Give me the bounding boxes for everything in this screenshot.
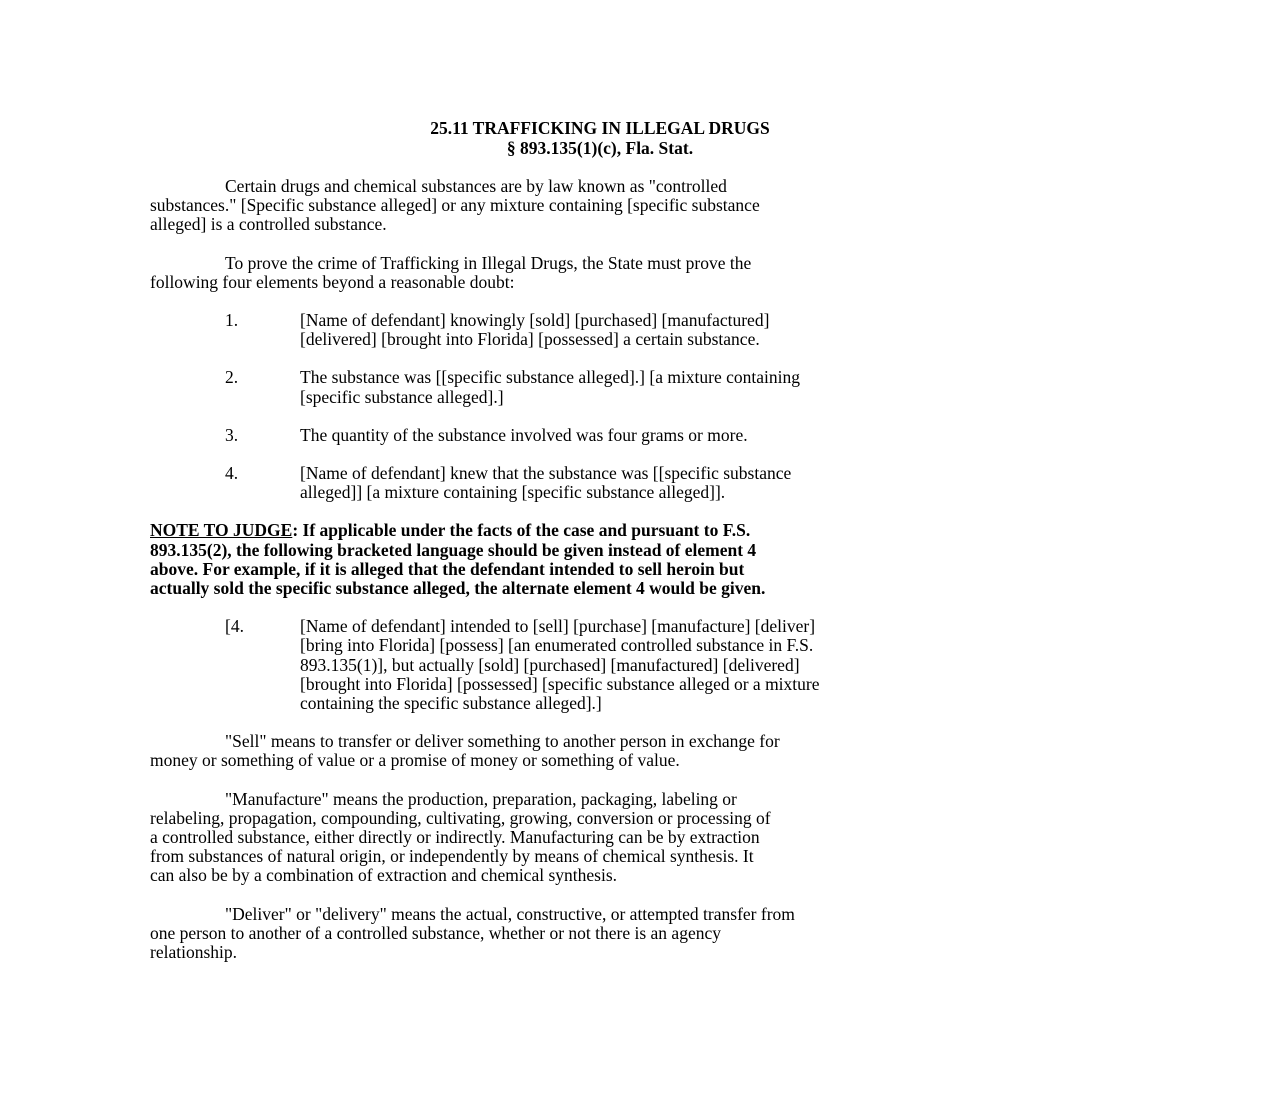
prove-line: To prove the crime of Trafficking in Illegal Drugs, the State must prove the [225, 252, 752, 273]
manufacture-line: "Manufacture" means the production, preparation, packaging, labeling or [225, 788, 737, 809]
alternate-element-line: containing the specific substance alleged].] [300, 693, 602, 714]
note-line: actually sold the specific substance alleged, the alternate element 4 would be given. [150, 578, 766, 599]
statute-citation: § 893.135(1)(c), Fla. Stat. [506, 138, 694, 158]
element-text [300, 426, 1050, 445]
alternate-element-line: [brought into Florida] [possessed] [specific substance alleged or a mixture [300, 673, 820, 694]
intro-line: Certain drugs and chemical substances are by law known as "controlled [225, 176, 727, 196]
deliver-definition [150, 905, 1050, 963]
alternate-element-text [300, 617, 1050, 713]
intro-line: alleged] is a controlled substance. [150, 214, 387, 235]
document-page [150, 118, 1050, 962]
element-text [300, 464, 1050, 502]
manufacture-line: can also be by a combination of extraction and chemical synthesis. [150, 865, 618, 886]
sell-line: money or something of value or a promise of money or something of value. [150, 750, 680, 771]
element-text [300, 311, 1050, 349]
element-text [300, 368, 1050, 406]
intro-line: substances." [Specific substance alleged] or any mixture containing [specific substance [150, 195, 760, 216]
prove-paragraph [150, 254, 1050, 292]
manufacture-definition [150, 790, 1050, 886]
element-line: alleged]] [a mixture containing [specific substance alleged]]. [300, 482, 726, 503]
manufacture-line: from substances of natural origin, or independently by means of chemical synthesis. It [150, 846, 754, 867]
manufacture-line: relabeling, propagation, compounding, cultivating, growing, conversion or processing of [150, 807, 771, 828]
sell-line: "Sell" means to transfer or deliver something to another person in exchange for [225, 731, 780, 752]
element-number: 3. [225, 424, 239, 445]
element-line: The substance was [[specific substance alleged].] [a mixture containing [300, 367, 801, 388]
title-block [150, 118, 1050, 158]
deliver-line: "Deliver" or "delivery" means the actual, constructive, or attempted transfer from [225, 903, 795, 924]
note-line: above. For example, if it is alleged that the defendant intended to sell heroin but [150, 558, 745, 579]
alternate-element-number: [4. [225, 616, 244, 637]
note-to-judge [150, 521, 1050, 598]
document-title: 25.11 TRAFFICKING IN ILLEGAL DRUGS [430, 118, 770, 138]
deliver-line: one person to another of a controlled substance, whether or not there is an agency [150, 922, 721, 943]
element-item [150, 368, 1050, 406]
prove-line: following four elements beyond a reasonable doubt: [150, 271, 515, 292]
note-line: 893.135(2), the following bracketed language should be given instead of element 4 [150, 539, 757, 560]
intro-paragraph [150, 177, 1050, 235]
note-first-line [150, 521, 1050, 540]
element-line: [Name of defendant] knew that the substance was [[specific substance [300, 463, 792, 484]
element-line: [specific substance alleged].] [300, 386, 504, 407]
element-number: 4. [225, 463, 239, 484]
alternate-element-line: 893.135(1)], but actually [sold] [purchased] [manufactured] [delivered] [300, 654, 800, 675]
element-item [150, 426, 1050, 445]
alternate-element-line: [Name of defendant] intended to [sell] [purchase] [manufacture] [deliver] [300, 616, 816, 637]
note-label: NOTE TO JUDGE [150, 520, 293, 541]
alternate-element-item [150, 617, 1050, 713]
note-first-line-rest: : If applicable under the facts of the case and pursuant to F.S. [292, 520, 751, 541]
element-number: 2. [225, 367, 239, 388]
element-item [150, 311, 1050, 349]
manufacture-line: a controlled substance, either directly or indirectly. Manufacturing can be by extraction [150, 827, 760, 848]
deliver-line: relationship. [150, 942, 237, 963]
element-number: 1. [225, 310, 239, 331]
element-line: [delivered] [brought into Florida] [possessed] a certain substance. [300, 329, 760, 350]
sell-definition [150, 732, 1050, 770]
element-line: The quantity of the substance involved was four grams or more. [300, 424, 748, 445]
alternate-element-line: [bring into Florida] [possess] [an enumerated controlled substance in F.S. [300, 635, 814, 656]
element-item [150, 464, 1050, 502]
element-line: [Name of defendant] knowingly [sold] [purchased] [manufactured] [300, 310, 770, 331]
